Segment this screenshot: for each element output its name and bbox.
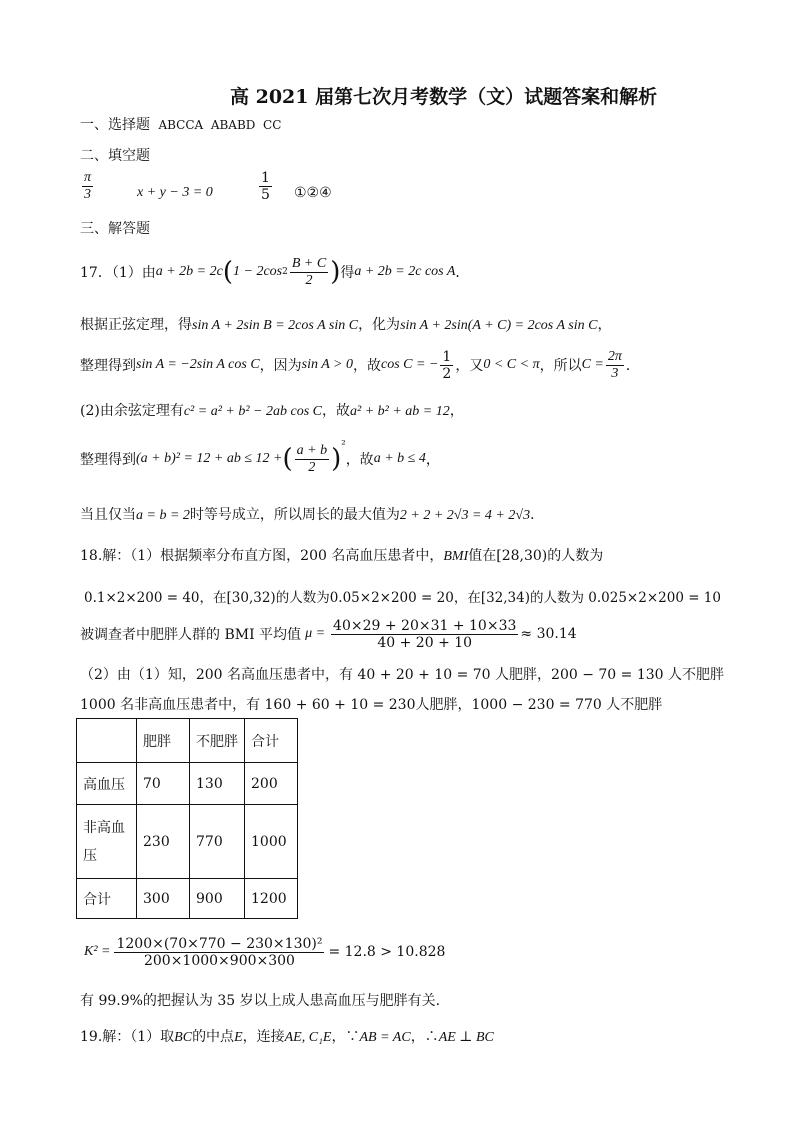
table-cell: 合计 — [77, 879, 137, 919]
table-row — [77, 763, 298, 805]
formula: 0 < C < π — [483, 357, 540, 372]
formula: sin A > 0 — [301, 357, 354, 372]
frac-den: 2 — [308, 459, 316, 475]
q17-line-1: 17．（1）由 a + 2b = 2c ( 1 − 2cos 2 $\frac{B + C}{2}$ ) 得 a + 2b = 2c cos A ． — [80, 255, 470, 288]
formula: [28,30) — [496, 548, 548, 564]
formula: a = b = 2 — [136, 508, 190, 523]
fill-answer-3 — [257, 170, 274, 203]
fill-answer-4: ①②④ — [294, 185, 332, 201]
frac-den: 40 + 20 + 10 — [377, 634, 473, 651]
table-cell: 不肥胖 — [190, 719, 245, 763]
table-cell: 非高血 压 — [77, 805, 137, 879]
text: ， — [449, 403, 464, 419]
frac-num: 1 — [442, 348, 452, 365]
text: ，所以 — [539, 358, 582, 374]
table-cell: 300 — [137, 879, 190, 919]
right-paren: ) — [330, 257, 341, 287]
table-cell: 合计 — [245, 719, 298, 763]
formula: a + b ≤ 4 — [373, 451, 426, 466]
text: ，化为 — [358, 317, 401, 333]
table-cell: 230 — [137, 805, 190, 879]
q17-line-5 — [80, 438, 440, 480]
k2-formula — [84, 931, 445, 973]
table-cell: 高血压 — [77, 763, 137, 805]
table-cell: 70 — [137, 763, 190, 805]
text: 整理得到 — [80, 358, 136, 374]
text: 的人数为 — [547, 548, 604, 564]
text: ． — [530, 507, 545, 523]
q17-eq: a + 2b = 2c — [155, 264, 223, 279]
text: 值在 — [468, 548, 497, 564]
contingency-table — [76, 718, 298, 919]
q18-line-1 — [80, 545, 603, 565]
section-solution-label: 三、解答题 — [80, 221, 150, 237]
text: ， — [425, 452, 440, 468]
formula: E — [234, 1030, 243, 1045]
text: ，∵ — [331, 1029, 360, 1045]
fill-answer-2: x + y − 3 = 0 — [137, 185, 213, 200]
page-title: 高 2021 届第七次月考数学（文）试题答案和解析 — [230, 86, 658, 108]
q18-line-3 — [80, 614, 577, 654]
formula: = 12.8 > 10.828 — [328, 944, 446, 960]
text: ． — [625, 358, 640, 374]
formula: 2 + 2 + 2√3 = 4 + 2√3 — [399, 508, 531, 523]
frac-num: 2π — [607, 348, 622, 364]
q17-frac-den: 2 — [305, 272, 313, 288]
section-fill-label: 二、填空题 — [80, 148, 150, 164]
frac-num: a + b — [296, 442, 328, 458]
q19-line-1 — [80, 1026, 494, 1046]
q17-line-2 — [80, 314, 611, 334]
q17-frac-num: B + C — [291, 255, 327, 271]
text: ，又 — [455, 358, 484, 374]
frac-den: 2 — [442, 365, 452, 382]
text: 被调查者中肥胖人群的 BMI 平均值 — [80, 627, 302, 643]
fill-answer-1-num: π — [84, 170, 92, 185]
frac-num: 1200×(70×770 − 230×130)² — [116, 935, 323, 952]
formula: a² + b² + ab = 12 — [350, 404, 450, 419]
text: (2)由余弦定理有 — [80, 403, 184, 419]
fill-answer-1-den: 3 — [84, 187, 91, 202]
table-row — [77, 805, 298, 879]
table-cell: 130 — [190, 763, 245, 805]
q17-prefix: 17．（1）由 — [80, 265, 156, 281]
text: ， — [597, 317, 612, 333]
text: 19.解：（1）取 — [80, 1029, 175, 1045]
fill-answer-3-den: 5 — [261, 187, 270, 203]
formula: sin A + 2sin(A + C) = 2cos A sin C — [400, 318, 598, 333]
frac-den: 3 — [611, 365, 619, 381]
text: 的中点 — [192, 1029, 235, 1045]
q18-line-5: 1000 名非高血压患者中，有 160 + 60 + 10 = 230人肥胖，1000 − 230 = 770 人不肥胖 — [80, 697, 663, 713]
text: 整理得到 — [80, 452, 136, 468]
table-cell — [77, 719, 137, 763]
text: 当且仅当 — [80, 507, 136, 523]
q17-line-6 — [80, 504, 544, 524]
table-cell: 200 — [245, 763, 298, 805]
q17-result: a + 2b = 2c cos A — [354, 264, 456, 279]
formula: K² = — [84, 944, 111, 959]
table-cell: 900 — [190, 879, 245, 919]
q17-paren-body: 1 − 2cos — [233, 264, 283, 279]
text: ，故 — [322, 403, 350, 419]
table-row — [77, 879, 298, 919]
table-cell: 1000 — [245, 805, 298, 879]
formula: ≈ 30.14 — [520, 626, 577, 642]
section-choice-label: 一、选择题 — [80, 117, 150, 133]
text: ，故 — [345, 452, 374, 468]
table-cell: 1200 — [245, 879, 298, 919]
frac-num: 40×29 + 20×31 + 10×33 — [333, 617, 517, 634]
left-paren: ( — [282, 444, 293, 474]
text: 时等号成立，所以周长的最大值为 — [189, 507, 400, 523]
q18-line-4: （2）由（1）知，200 名高血压患者中，有 40 + 20 + 10 = 70 人肥胖，200 − 70 = 130 人不肥胖 — [80, 667, 725, 683]
table-header-row — [77, 719, 298, 763]
q17-line-4 — [80, 400, 464, 420]
formula: cos C = − — [381, 357, 439, 372]
text: ，故 — [353, 358, 382, 374]
formula: BC — [174, 1030, 193, 1045]
choice-answers: ABCCA ABABD CC — [158, 118, 282, 132]
table-cell: 肥胖 — [137, 719, 190, 763]
text: 18.解：（1）根据频率分布直方图，200 名高血压患者中， — [80, 548, 444, 564]
superscript: ² — [341, 438, 346, 451]
q18-line-2: 0.1×2×200 = 40，在[30,32)的人数为0.05×2×200 = 20，在[32,34)的人数为 0.025×2×200 = 10 — [84, 590, 721, 606]
formula: c² = a² + b² − 2ab cos C — [183, 404, 322, 419]
formula: AE ⊥ BC — [438, 1030, 494, 1045]
frac-den: 200×1000×900×300 — [143, 952, 295, 969]
q17-mid: 得 — [340, 265, 355, 281]
formula: sin A + 2sin B = 2cos A sin C — [192, 318, 359, 333]
formula: sin A = −2sin A cos C — [136, 357, 260, 372]
formula: BMI — [443, 549, 469, 564]
fill-answer-3-num: 1 — [261, 170, 270, 186]
formula: (a + b)² = 12 + ab ≤ 12 + — [136, 451, 283, 466]
text: ，因为 — [259, 358, 302, 374]
formula: AB = AC — [359, 1030, 411, 1045]
q18-conclusion: 有 99.9%的把握认为 35 岁以上成人患高血压与肥胖有关. — [80, 993, 441, 1009]
left-paren: ( — [222, 257, 233, 287]
section-choice — [80, 114, 281, 134]
right-paren: ) — [331, 444, 342, 474]
text: ，∴ — [410, 1029, 439, 1045]
table-cell: 770 — [190, 805, 245, 879]
fill-answer-1 — [80, 170, 95, 203]
formula: C = — [581, 357, 604, 372]
q17-line-3 — [80, 348, 640, 382]
text: ，连接 — [242, 1029, 285, 1045]
formula: μ = — [305, 626, 326, 641]
formula: AE, C₁E — [284, 1030, 332, 1045]
q17-end: ． — [455, 265, 470, 281]
text: 根据正弦定理，得 — [80, 317, 192, 333]
